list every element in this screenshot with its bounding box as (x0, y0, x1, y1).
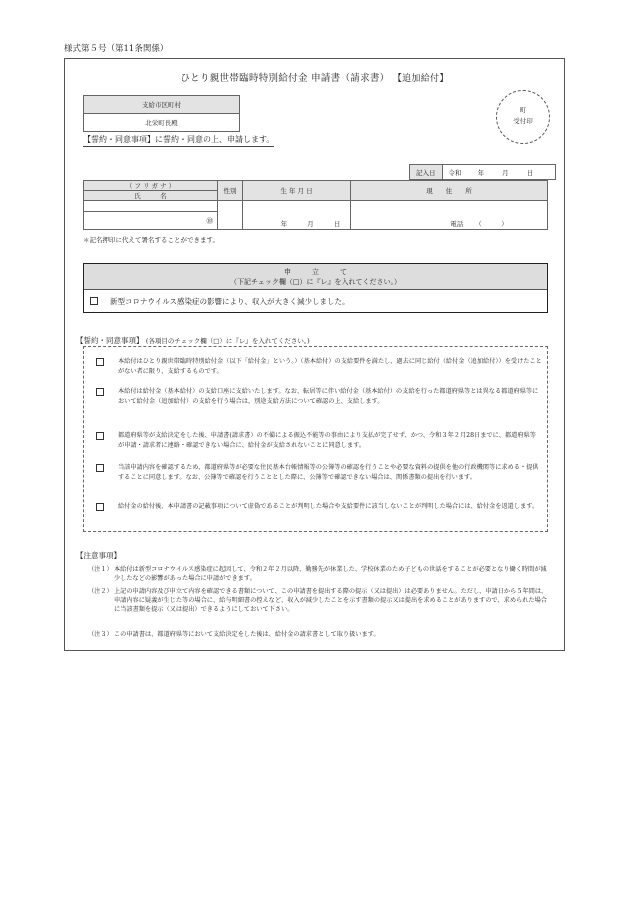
name-input[interactable] (84, 212, 218, 230)
pledge-checkbox[interactable] (96, 388, 104, 396)
addressee-header: 支給市区町村 (84, 96, 240, 114)
phone-parens: （ ） (475, 220, 508, 228)
application-checkbox[interactable] (90, 297, 98, 305)
note-item (88, 565, 548, 583)
entry-date-field[interactable] (442, 165, 555, 180)
pledge-item-text: 本給付は給付金（基本給付）の支給口座に支給いたします。なお、転居等に伴い給付金（基本給付）の支給を行った都道府県等とは異なる都道府県等において給付金（追加給付）の支給を行う場合は、別途支給方法について確認の上、支給します。 (118, 388, 539, 405)
pledge-item (96, 357, 542, 376)
form-number: 様式第５号（第11条関係） (64, 44, 169, 54)
pledge-checkbox[interactable] (96, 358, 104, 366)
form-title-tag: 【追加給付】 (392, 74, 449, 84)
application-box (83, 263, 548, 313)
pledge-checkbox[interactable] (96, 432, 104, 440)
furigana-header: （ フ リ ガ ナ ） (84, 181, 218, 191)
note-item (88, 630, 548, 639)
form-title (64, 70, 565, 84)
note-label: （注１） (88, 566, 113, 573)
gender-header: 性別 (218, 181, 243, 201)
note-item (88, 587, 548, 614)
note-text: この申請書は、都道府県等において支給決定をした後は、給付金の請求書として取り扱います。 (114, 631, 380, 638)
birth-day-label: 日 (333, 220, 341, 228)
note-label: （注３） (88, 631, 113, 638)
address-input[interactable] (351, 201, 548, 230)
birth-year-label: 年 (280, 220, 288, 228)
application-header: 申 立 て (284, 268, 347, 276)
pledge-checkbox[interactable] (96, 503, 104, 511)
applicant-table (83, 180, 548, 230)
stamp-town: 町 (519, 106, 527, 114)
application-header-block (84, 264, 547, 290)
reception-stamp (496, 90, 550, 144)
pledge-subtitle: (各項目のチェック欄（□）に『レ』を入れてください。) (145, 337, 310, 345)
pledge-item (96, 463, 542, 482)
pledge-item (96, 387, 542, 406)
seal-mark: ㊞ (206, 217, 213, 225)
name-header: 氏 名 (84, 191, 218, 201)
pledge-item-text: 給付金の給付後、本申請書の記載事項について虚偽であることが判明した場合や支給要件に該当しないことが判明した場合には、給付金を返還します。 (118, 503, 539, 510)
note-label: （注２） (88, 588, 113, 595)
entry-date-era: 令和 (448, 168, 462, 177)
pledge-section-title (76, 335, 310, 346)
furigana-input[interactable] (84, 201, 218, 212)
application-subheader: （下記チェック欄（□）に『レ』を入れてください。） (230, 278, 401, 286)
pledge-item-text: 都道府県等が支給決定をした後、申請書(請求書）の不備による振込不能等の事由により支払が完了せず、かつ、令和３年２月28日までに、都道府県等が申請・請求者に連絡・確認できない場合に、給付金が支給されないことに同意します。 (118, 432, 536, 449)
birthdate-input[interactable] (243, 201, 351, 230)
application-item-text: 新型コロナウイルス感染症の影響により、収入が大きく減少しました。 (110, 296, 350, 306)
entry-date-month: 月 (502, 168, 509, 177)
birth-month-label: 月 (307, 220, 314, 228)
phone-label: 電話 (450, 220, 464, 228)
pledge-title: 【誓約・同意事項】 (76, 336, 144, 345)
birthdate-header: 生 年 月 日 (243, 181, 351, 201)
addressee-value: 北栄町長殿 (84, 114, 240, 132)
gender-input[interactable] (218, 201, 243, 230)
note-text: 本給付は新型コロナウイルス感染症に起因して、令和２年２月以降、勤務先が休業した、学校休業のため子どもの世話をすることが必要となり働く時間が減少したなどの影響があった場合に申請ができます。 (114, 566, 547, 582)
form-title-main: ひとり親世帯臨時特別給付金 申請書（請求書） (180, 73, 390, 84)
pledge-box (83, 346, 548, 532)
application-item (84, 290, 547, 312)
pledge-statement: 【誓約・同意事項】に誓約・同意の上、申請します。 (83, 134, 274, 147)
entry-date-table (409, 164, 556, 180)
pledge-item (96, 502, 542, 512)
pledge-item-text: 当該申請内容を確認するため、都道府県等が必要な住民基本台帳情報等の公簿等の確認を行うことや必要な資料の提供を他の行政機関等に求める・提供することに同意します。なお、公簿等で確認を行うこととした際に、公簿等で確認できない場合は、関係書類の提出を行います。 (118, 464, 539, 481)
addressee-table (83, 95, 240, 132)
entry-date-day: 日 (526, 168, 534, 177)
notes-title: 【注意事項】 (76, 551, 121, 560)
pledge-item-text: 本給付はひとり親世帯臨時特別給付金（以下「給付金」という。）（基本給付）の支給要件を満たし、過去に同じ給付（給付金（追加給付））を受けたことがない者に限り、支給するものです。 (118, 358, 542, 375)
address-header: 現 住 所 (351, 181, 548, 201)
pledge-checkbox[interactable] (96, 464, 104, 472)
note-text: 上記の申請内容及び申立て内容を確認できる書類について、この申請書を提出する際の提示（又は提出）は必要ありません。ただし、申請日から５年間は、申請内容に疑義が生じた等の場合に、給与明細書の控えなど、収入が減少したことを示す書類の提示又は提出を求めることがありますので、求められた場合に当該書類を提示（又は提出）できるようにしておいて下さい。 (114, 588, 548, 613)
stamp-label: 受付印 (513, 117, 533, 125)
entry-date-label: 記入日 (410, 165, 443, 180)
pledge-item (96, 431, 542, 450)
entry-date-year: 年 (477, 168, 485, 177)
signature-note: ＊記名押印に代えて署名することができます。 (83, 236, 219, 244)
